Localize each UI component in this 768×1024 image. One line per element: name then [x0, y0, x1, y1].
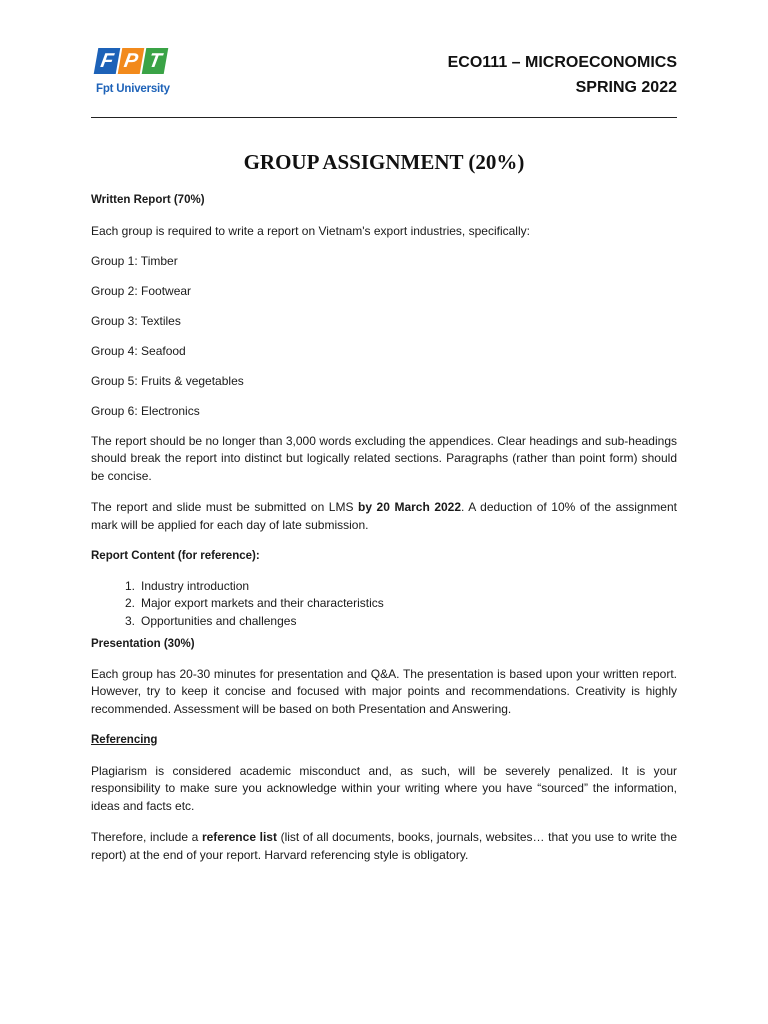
course-header — [448, 50, 677, 100]
fpt-university-logo — [96, 48, 174, 110]
list-item — [91, 578, 677, 596]
reference-list-paragraph — [91, 829, 677, 864]
reference-text-before: Therefore, include a — [91, 830, 202, 844]
submission-deadline: by 20 March 2022 — [358, 500, 462, 514]
list-item — [91, 613, 677, 631]
referencing-heading: Referencing — [91, 734, 158, 746]
group-item: Group 1: Timber — [91, 253, 178, 268]
group-item: Group 5: Fruits & vegetables — [91, 373, 244, 388]
length-paragraph: The report should be no longer than 3,000 words excluding the appendices. Clear headings and sub-headings should break the report into distinct but logically related sections. Paragraphs (rather than point form) should be concise. — [91, 433, 677, 483]
logo-letter-f: F — [94, 48, 121, 74]
submission-text-before: The report and slide must be submitted on LMS — [91, 500, 359, 514]
term: SPRING 2022 — [575, 79, 677, 96]
group-item: Group 2: Footwear — [91, 283, 192, 298]
plagiarism-paragraph: Plagiarism is considered academic misconduct and, as such, will be severely penalized. It is your responsibility to make sure you acknowledge within your writing where you have “sourced” the information, ideas and facts etc. — [91, 763, 677, 813]
header-divider — [91, 117, 677, 118]
submission-text-after: . A deduction of 10% of the assignment mark will be applied for each day of late submission. — [91, 500, 677, 532]
group-item: Group 4: Seafood — [91, 343, 186, 358]
presentation-paragraph: Each group has 20-30 minutes for presentation and Q&A. The presentation is based upon your written report. However, try to keep it concise and focused with major points and recommendations. Creativity is highly recommended. Assessment will be based on both Presentation and Answering. — [91, 666, 677, 716]
submission-paragraph — [91, 499, 677, 534]
written-report-heading: Written Report (70%) — [91, 194, 205, 206]
report-content-heading: Report Content (for reference): — [91, 550, 260, 562]
list-item — [91, 595, 677, 613]
report-content-list — [91, 578, 677, 631]
group-item: Group 6: Electronics — [91, 403, 200, 418]
logo-subtitle: Fpt University — [96, 83, 170, 95]
list-item-number: 2. — [125, 596, 136, 610]
list-item-text: Opportunities and challenges — [141, 613, 297, 628]
page-title: GROUP ASSIGNMENT (20%) — [243, 150, 525, 174]
written-report-intro: Each group is required to write a report on Vietnam's export industries, specifically: — [91, 223, 530, 238]
presentation-heading: Presentation (30%) — [91, 638, 195, 650]
logo-letter-p: P — [118, 48, 145, 74]
reference-text-after: (list of all documents, books, journals, websites… that you use to write the report) at the end of your report. Harvard referencing style is obligatory. — [91, 830, 678, 862]
group-item: Group 3: Textiles — [91, 313, 181, 328]
list-item-text: Industry introduction — [141, 578, 250, 593]
logo-mark — [96, 48, 174, 74]
list-item-number: 1. — [125, 578, 136, 593]
course-code: ECO111 – MICROECONOMICS — [447, 54, 677, 71]
list-item-text: Major export markets and their characteristics — [141, 596, 384, 610]
list-item-number: 3. — [125, 613, 136, 628]
document-body — [91, 192, 677, 864]
reference-list-term: reference list — [201, 830, 277, 844]
logo-letter-t: T — [142, 48, 169, 74]
